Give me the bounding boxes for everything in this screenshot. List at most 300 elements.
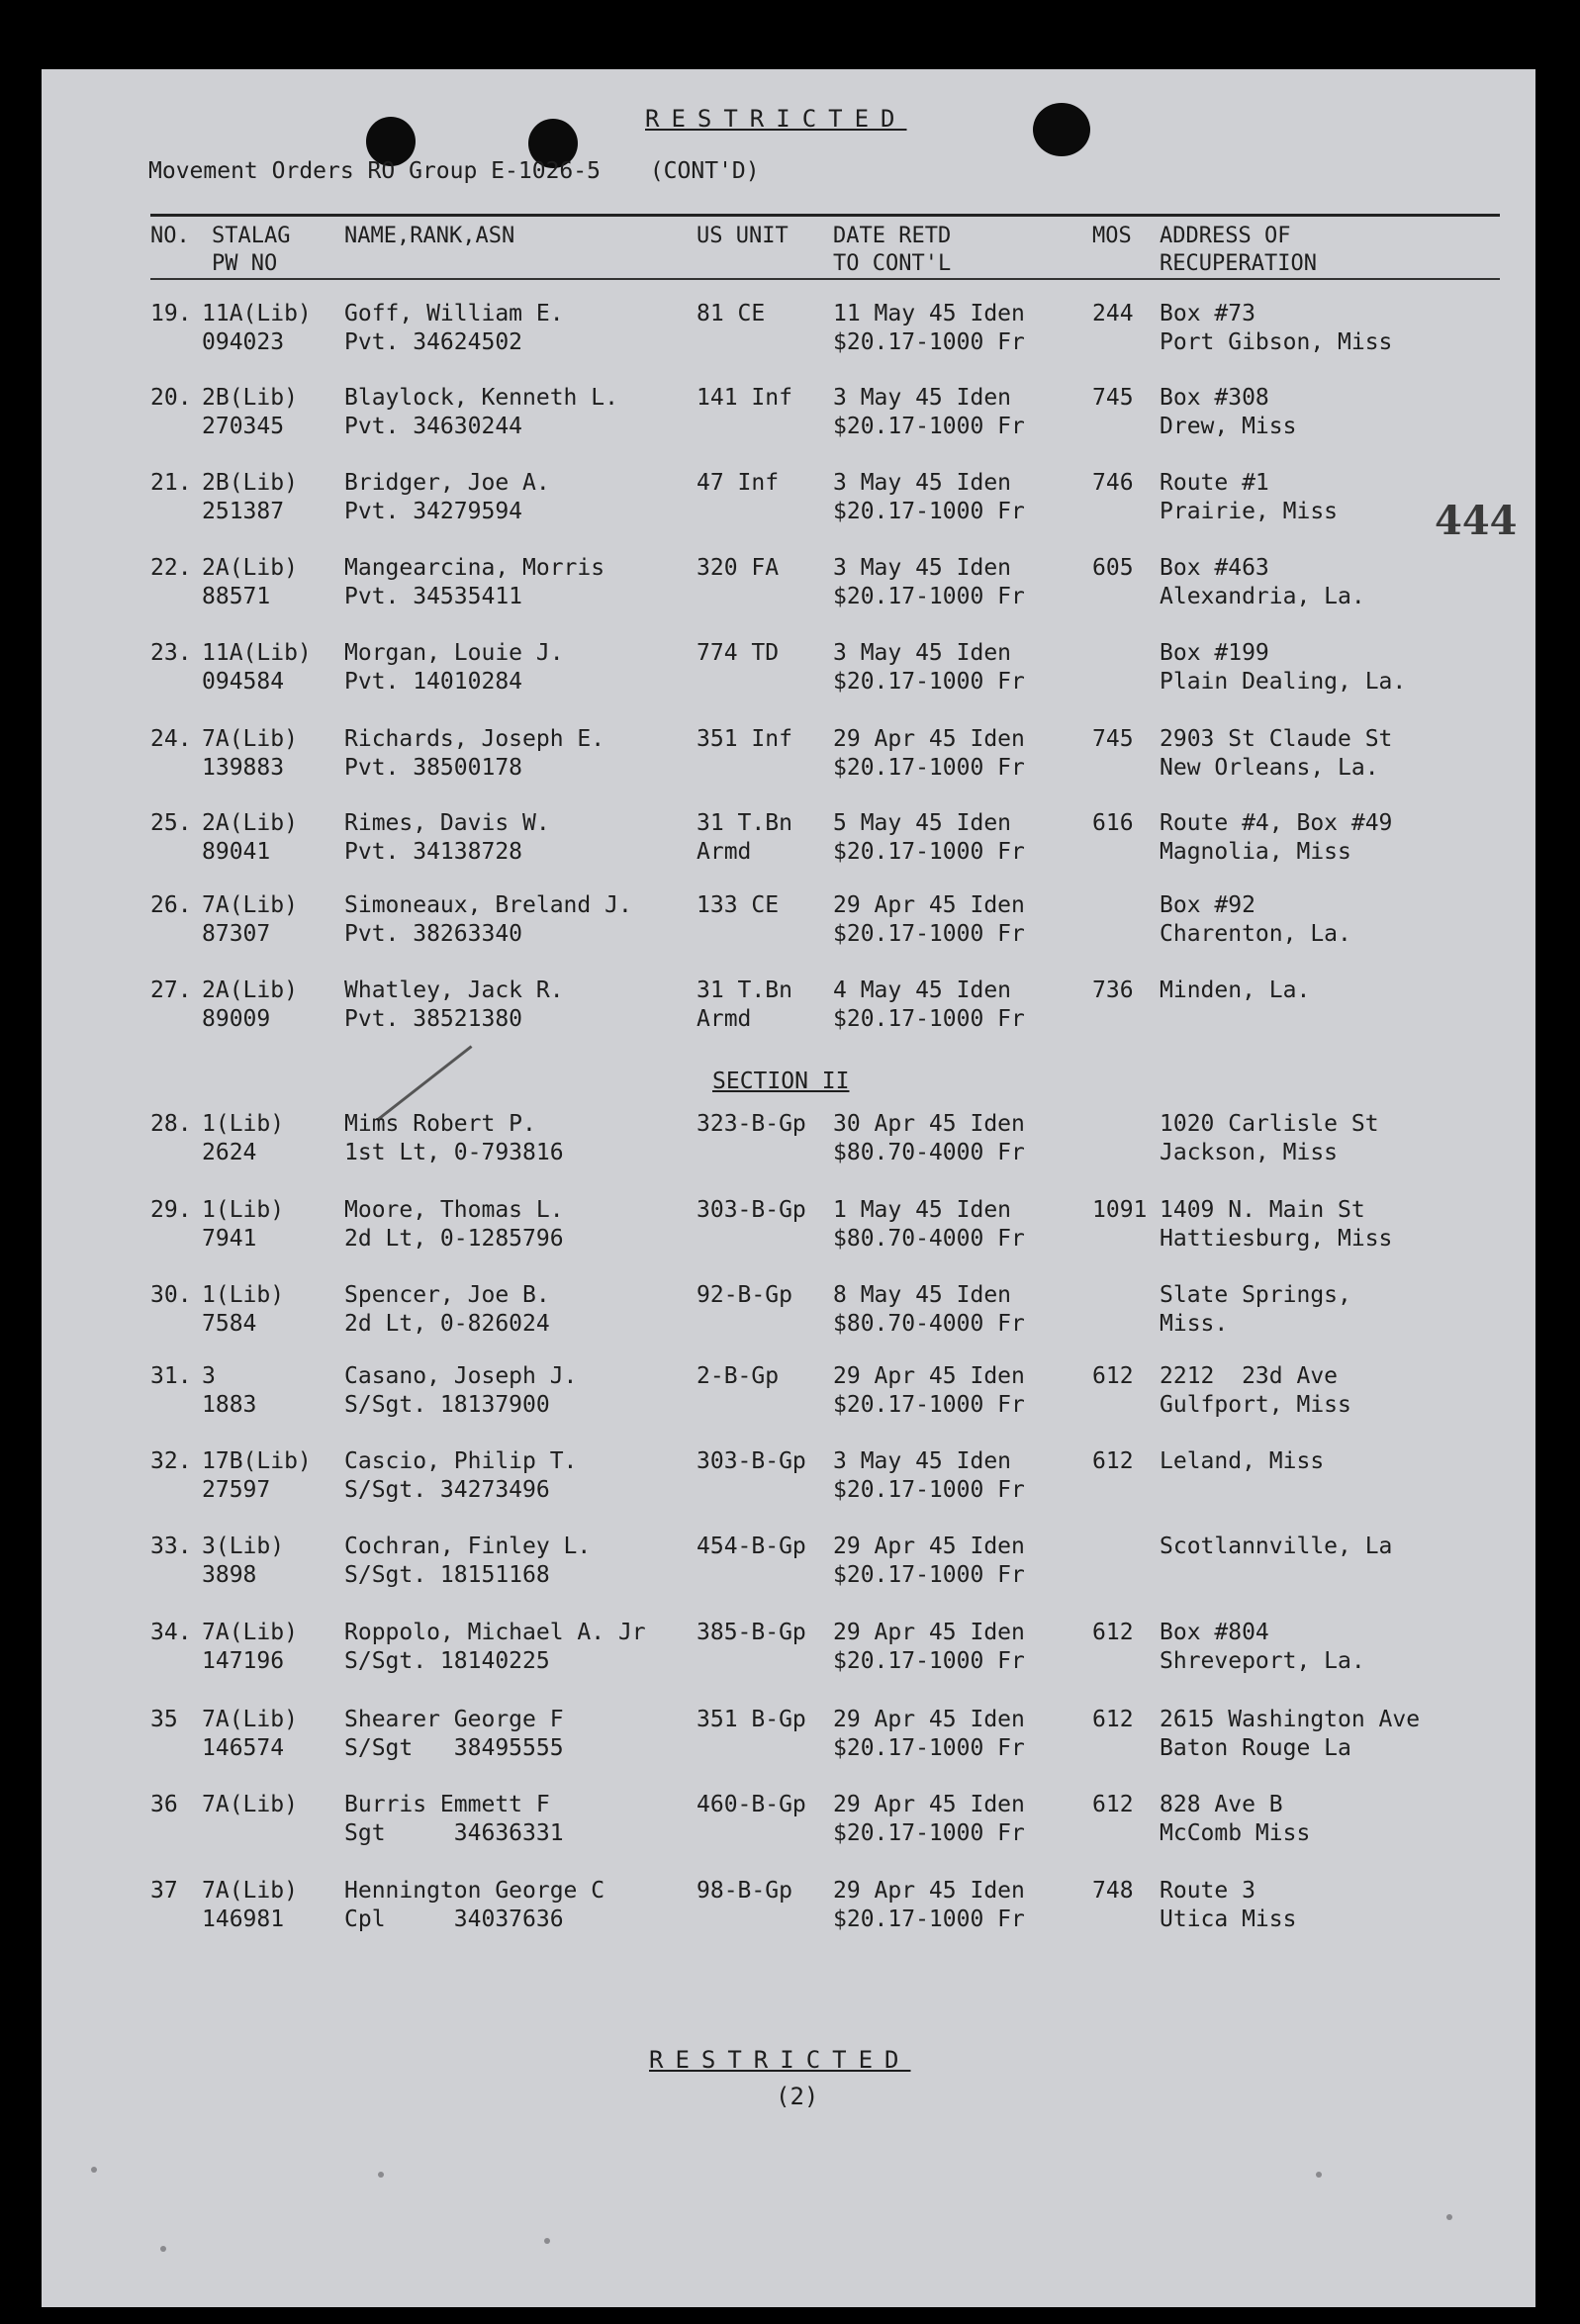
stalag-line: 7A(Lib) <box>202 1878 298 1904</box>
mos-line: 612 <box>1092 1363 1134 1389</box>
stalag-line: 1(Lib) <box>202 1111 285 1137</box>
table-row <box>150 1362 1516 1424</box>
us-unit-cell <box>697 891 835 920</box>
stalag-cell <box>202 1447 340 1505</box>
us-unit-cell <box>697 1533 835 1561</box>
stalag-line: 1(Lib) <box>202 1197 285 1223</box>
address-cell <box>1160 1110 1496 1167</box>
name-rank-asn-line: Blaylock, Kenneth L. <box>344 385 618 411</box>
stalag-cell <box>202 1877 340 1934</box>
mos-line: 1091 <box>1092 1197 1148 1223</box>
paper-spot <box>1316 2172 1322 2178</box>
name-rank-asn-cell <box>344 300 671 357</box>
date-returned-cell <box>833 469 1090 526</box>
name-rank-asn-line-2: S/Sgt. 18151168 <box>344 1562 550 1588</box>
restricted-footer: RESTRICTED <box>649 2046 911 2074</box>
us-unit-line: 31 T.Bn <box>697 977 792 1003</box>
stalag-line: 2B(Lib) <box>202 385 298 411</box>
date-returned-line-2: $20.17-1000 Fr <box>833 1562 1025 1588</box>
address-line: Minden, La. <box>1160 977 1311 1003</box>
address-line-2: Drew, Miss <box>1160 414 1297 439</box>
us-unit-line: 98-B-Gp <box>697 1878 792 1904</box>
us-unit-cell <box>697 809 835 867</box>
mos-line: 612 <box>1092 1707 1134 1732</box>
row-number-cell <box>150 300 200 328</box>
stalag-line: 7A(Lib) <box>202 1792 298 1817</box>
address-line-2: Alexandria, La. <box>1160 584 1365 609</box>
date-returned-cell <box>833 554 1090 611</box>
name-rank-asn-line: Burris Emmett F <box>344 1792 550 1817</box>
col-stalag <box>212 223 290 278</box>
row-number-line: 20. <box>150 385 192 411</box>
us-unit-cell <box>697 1877 835 1906</box>
name-rank-asn-cell <box>344 384 671 441</box>
row-number-line: 21. <box>150 470 192 496</box>
us-unit-cell <box>697 725 835 754</box>
date-returned-cell <box>833 1706 1090 1763</box>
name-rank-asn-line: Rimes, Davis W. <box>344 810 550 836</box>
address-line: Box #73 <box>1160 301 1255 326</box>
punch-hole <box>1033 103 1090 156</box>
date-returned-line-2: $20.17-1000 Fr <box>833 1820 1025 1846</box>
stalag-cell <box>202 1706 340 1763</box>
address-line-2: Plain Dealing, La. <box>1160 669 1407 695</box>
stalag-line-2: 270345 <box>202 414 285 439</box>
name-rank-asn-cell <box>344 1196 671 1254</box>
name-rank-asn-cell <box>344 1281 671 1339</box>
row-number-cell <box>150 639 200 668</box>
name-rank-asn-line: Bridger, Joe A. <box>344 470 550 496</box>
mos-cell <box>1092 1196 1152 1225</box>
date-returned-line-2: $20.17-1000 Fr <box>833 499 1025 524</box>
stalag-cell <box>202 1619 340 1676</box>
address-cell <box>1160 976 1496 1005</box>
mos-line: 745 <box>1092 385 1134 411</box>
mos-line: 736 <box>1092 977 1134 1003</box>
row-number-line: 25. <box>150 810 192 836</box>
row-number-line: 35 <box>150 1707 178 1732</box>
mos-cell <box>1092 469 1152 498</box>
date-returned-line-2: $20.17-1000 Fr <box>833 839 1025 865</box>
address-line: 2615 Washington Ave <box>1160 1707 1421 1732</box>
date-returned-cell <box>833 1877 1090 1934</box>
address-cell <box>1160 891 1496 949</box>
row-number-cell <box>150 1362 200 1391</box>
name-rank-asn-line: Cascio, Philip T. <box>344 1448 578 1474</box>
table-row <box>150 300 1516 361</box>
date-returned-line: 30 Apr 45 Iden <box>833 1111 1025 1137</box>
row-number-line: 29. <box>150 1197 192 1223</box>
stalag-line: 7A(Lib) <box>202 892 298 918</box>
address-line: Box #199 <box>1160 640 1269 666</box>
name-rank-asn-line-2: Pvt. 38500178 <box>344 755 523 781</box>
table-header <box>150 214 1500 280</box>
date-returned-line-2: $20.17-1000 Fr <box>833 755 1025 781</box>
name-rank-asn-line: Whatley, Jack R. <box>344 977 564 1003</box>
table-row <box>150 976 1516 1038</box>
address-line: Box #463 <box>1160 555 1269 581</box>
us-unit-cell <box>697 469 835 498</box>
mos-cell <box>1092 809 1152 838</box>
address-cell <box>1160 809 1496 867</box>
us-unit-line: 323-B-Gp <box>697 1111 806 1137</box>
date-returned-cell <box>833 809 1090 867</box>
address-line: Box #92 <box>1160 892 1255 918</box>
stalag-cell <box>202 725 340 783</box>
table-row <box>150 809 1516 871</box>
stalag-line: 11A(Lib) <box>202 640 312 666</box>
table-row <box>150 1281 1516 1343</box>
address-line: 828 Ave B <box>1160 1792 1283 1817</box>
date-returned-line: 29 Apr 45 Iden <box>833 892 1025 918</box>
row-number-cell <box>150 725 200 754</box>
us-unit-line-2: Armd <box>697 1006 752 1032</box>
date-returned-line: 8 May 45 Iden <box>833 1282 1012 1308</box>
address-line-2: Jackson, Miss <box>1160 1140 1339 1165</box>
row-number-cell <box>150 976 200 1005</box>
address-line: Slate Springs, <box>1160 1282 1351 1308</box>
name-rank-asn-line: Spencer, Joe B. <box>344 1282 550 1308</box>
paper-spot <box>91 2167 97 2173</box>
stalag-line-2: 251387 <box>202 499 285 524</box>
address-cell <box>1160 300 1496 357</box>
name-rank-asn-cell <box>344 1619 671 1676</box>
date-returned-line: 29 Apr 45 Iden <box>833 1620 1025 1645</box>
document-title: Movement Orders RO Group E-1026-5 <box>148 158 601 184</box>
date-returned-line: 3 May 45 Iden <box>833 385 1012 411</box>
mos-cell <box>1092 300 1152 328</box>
handwritten-page-number: 444 <box>1435 498 1518 544</box>
stalag-line-2: 146574 <box>202 1735 285 1761</box>
us-unit-line: 454-B-Gp <box>697 1534 806 1559</box>
stalag-cell <box>202 1110 340 1167</box>
date-returned-cell <box>833 1196 1090 1254</box>
stalag-line-2: 88571 <box>202 584 271 609</box>
row-number-line: 27. <box>150 977 192 1003</box>
mos-line: 745 <box>1092 726 1134 752</box>
us-unit-line: 320 FA <box>697 555 780 581</box>
address-line: Box #804 <box>1160 1620 1269 1645</box>
date-returned-cell <box>833 1362 1090 1420</box>
us-unit-cell <box>697 1791 835 1819</box>
stalag-line-2: 89041 <box>202 839 271 865</box>
date-returned-line-2: $20.17-1000 Fr <box>833 329 1025 355</box>
table-row <box>150 891 1516 953</box>
date-returned-line-2: $20.17-1000 Fr <box>833 1392 1025 1418</box>
address-cell <box>1160 1619 1496 1676</box>
row-number-cell <box>150 1281 200 1310</box>
col-unit: US UNIT <box>697 224 789 248</box>
address-cell <box>1160 1196 1496 1254</box>
address-line: Route 3 <box>1160 1878 1255 1904</box>
us-unit-line: 303-B-Gp <box>697 1197 806 1223</box>
mos-cell <box>1092 976 1152 1005</box>
address-line: Box #308 <box>1160 385 1269 411</box>
name-rank-asn-cell <box>344 1362 671 1420</box>
row-number-cell <box>150 1619 200 1647</box>
mos-cell <box>1092 725 1152 754</box>
stalag-line-2: 094584 <box>202 669 285 695</box>
name-rank-asn-line-2: Sgt 34636331 <box>344 1820 564 1846</box>
name-rank-asn-line-2: Pvt. 14010284 <box>344 669 523 695</box>
date-returned-line: 3 May 45 Iden <box>833 555 1012 581</box>
name-rank-asn-cell <box>344 976 671 1034</box>
us-unit-line: 133 CE <box>697 892 780 918</box>
us-unit-line: 303-B-Gp <box>697 1448 806 1474</box>
date-returned-line-2: $20.17-1000 Fr <box>833 1906 1025 1932</box>
name-rank-asn-line: Richards, Joseph E. <box>344 726 605 752</box>
row-number-cell <box>150 1791 200 1819</box>
name-rank-asn-line-2: Pvt. 38521380 <box>344 1006 523 1032</box>
address-cell <box>1160 1362 1496 1420</box>
col-address-label-2: RECUPERATION <box>1160 251 1317 276</box>
name-rank-asn-line-2: Pvt. 34630244 <box>344 414 523 439</box>
date-returned-line: 29 Apr 45 Iden <box>833 726 1025 752</box>
us-unit-cell <box>697 554 835 583</box>
paper-spot <box>1446 2214 1452 2220</box>
us-unit-line: 351 B-Gp <box>697 1707 806 1732</box>
stalag-cell <box>202 891 340 949</box>
date-returned-cell <box>833 1110 1090 1167</box>
row-number-line: 26. <box>150 892 192 918</box>
page-number: (2) <box>776 2083 819 2110</box>
table-row <box>150 469 1516 530</box>
row-number-line: 28. <box>150 1111 192 1137</box>
address-cell <box>1160 1447 1496 1476</box>
us-unit-cell <box>697 1706 835 1734</box>
name-rank-asn-cell <box>344 1791 671 1848</box>
stalag-line: 2A(Lib) <box>202 555 298 581</box>
name-rank-asn-cell <box>344 891 671 949</box>
date-returned-line-2: $20.17-1000 Fr <box>833 414 1025 439</box>
stalag-line: 3(Lib) <box>202 1534 285 1559</box>
table-row <box>150 725 1516 787</box>
stalag-line-2: 3898 <box>202 1562 257 1588</box>
us-unit-line: 385-B-Gp <box>697 1620 806 1645</box>
stalag-line: 2A(Lib) <box>202 810 298 836</box>
date-returned-line: 29 Apr 45 Iden <box>833 1707 1025 1732</box>
row-number-line: 36 <box>150 1792 178 1817</box>
date-returned-line: 11 May 45 Iden <box>833 301 1025 326</box>
mos-cell <box>1092 1877 1152 1906</box>
col-stalag-label: STALAG <box>212 224 291 248</box>
name-rank-asn-line-2: Cpl 34037636 <box>344 1906 564 1932</box>
name-rank-asn-line-2: Pvt. 34138728 <box>344 839 523 865</box>
name-rank-asn-cell <box>344 809 671 867</box>
address-cell <box>1160 384 1496 441</box>
address-line-2: Miss. <box>1160 1311 1229 1337</box>
date-returned-line: 5 May 45 Iden <box>833 810 1012 836</box>
name-rank-asn-line: Mangearcina, Morris <box>344 555 605 581</box>
name-rank-asn-line-2: S/Sgt. 18137900 <box>344 1392 550 1418</box>
name-rank-asn-line: Roppolo, Michael A. Jr <box>344 1620 646 1645</box>
name-rank-asn-line: Goff, William E. <box>344 301 564 326</box>
row-number-line: 33. <box>150 1534 192 1559</box>
address-line-2: Baton Rouge La <box>1160 1735 1351 1761</box>
name-rank-asn-line: Shearer George F <box>344 1707 564 1732</box>
date-returned-cell <box>833 1619 1090 1676</box>
us-unit-line: 81 CE <box>697 301 766 326</box>
paper-spot <box>160 2246 166 2252</box>
date-returned-cell <box>833 725 1090 783</box>
us-unit-cell <box>697 300 835 328</box>
stalag-cell <box>202 1533 340 1590</box>
name-rank-asn-cell <box>344 469 671 526</box>
name-rank-asn-line-2: Pvt. 34279594 <box>344 499 523 524</box>
date-returned-cell <box>833 639 1090 697</box>
name-rank-asn-cell <box>344 1447 671 1505</box>
date-returned-cell <box>833 1791 1090 1848</box>
continued-label: (CONT'D) <box>649 158 760 184</box>
us-unit-cell <box>697 1362 835 1391</box>
table-row <box>150 384 1516 445</box>
address-cell <box>1160 1706 1496 1763</box>
row-number-line: 24. <box>150 726 192 752</box>
row-number-line: 30. <box>150 1282 192 1308</box>
address-line-2: Shreveport, La. <box>1160 1648 1365 1674</box>
name-rank-asn-line-2: 1st Lt, 0-793816 <box>344 1140 564 1165</box>
mos-cell <box>1092 1706 1152 1734</box>
row-number-cell <box>150 1447 200 1476</box>
stalag-line-2: 87307 <box>202 921 271 947</box>
address-cell <box>1160 1877 1496 1934</box>
us-unit-cell <box>697 1110 835 1139</box>
date-returned-cell <box>833 384 1090 441</box>
us-unit-cell <box>697 384 835 413</box>
stalag-cell <box>202 1362 340 1420</box>
stalag-line-2: 7941 <box>202 1226 257 1252</box>
stalag-line: 7A(Lib) <box>202 726 298 752</box>
address-cell <box>1160 639 1496 697</box>
section-heading: SECTION II <box>712 1069 850 1094</box>
us-unit-line: 141 Inf <box>697 385 792 411</box>
date-returned-line-2: $80.70-4000 Fr <box>833 1311 1025 1337</box>
stalag-cell <box>202 1196 340 1254</box>
us-unit-cell <box>697 1196 835 1225</box>
us-unit-line: 2-B-Gp <box>697 1363 780 1389</box>
col-mos: MOS <box>1092 224 1132 248</box>
address-line-2: Prairie, Miss <box>1160 499 1339 524</box>
us-unit-line: 31 T.Bn <box>697 810 792 836</box>
stalag-line-2: 27597 <box>202 1477 271 1503</box>
stalag-cell <box>202 639 340 697</box>
document-page <box>42 69 1535 2307</box>
address-cell <box>1160 725 1496 783</box>
us-unit-line: 92-B-Gp <box>697 1282 792 1308</box>
address-cell <box>1160 1791 1496 1848</box>
address-line-2: Hattiesburg, Miss <box>1160 1226 1393 1252</box>
date-returned-cell <box>833 1533 1090 1590</box>
stalag-line-2: 147196 <box>202 1648 285 1674</box>
mos-line: 748 <box>1092 1878 1134 1904</box>
col-date <box>833 223 951 278</box>
stalag-cell <box>202 1281 340 1339</box>
stalag-line: 11A(Lib) <box>202 301 312 326</box>
name-rank-asn-line-2: 2d Lt, 0-826024 <box>344 1311 550 1337</box>
date-returned-line-2: $80.70-4000 Fr <box>833 1226 1025 1252</box>
mos-cell <box>1092 1362 1152 1391</box>
us-unit-line: 774 TD <box>697 640 780 666</box>
stalag-line-2: 89009 <box>202 1006 271 1032</box>
address-cell <box>1160 1281 1496 1339</box>
name-rank-asn-line: Casano, Joseph J. <box>344 1363 578 1389</box>
col-name: NAME,RANK,ASN <box>344 224 515 248</box>
table-row <box>150 1791 1516 1852</box>
address-line-2: Magnolia, Miss <box>1160 839 1351 865</box>
date-returned-line-2: $20.17-1000 Fr <box>833 1735 1025 1761</box>
stalag-cell <box>202 469 340 526</box>
name-rank-asn-line-2: Pvt. 38263340 <box>344 921 523 947</box>
col-address-label: ADDRESS OF <box>1160 224 1291 248</box>
name-rank-asn-line: Simoneaux, Breland J. <box>344 892 632 918</box>
row-number-cell <box>150 1110 200 1139</box>
us-unit-cell <box>697 976 835 1034</box>
name-rank-asn-line: Morgan, Louie J. <box>344 640 564 666</box>
row-number-cell <box>150 469 200 498</box>
name-rank-asn-line: Cochran, Finley L. <box>344 1534 592 1559</box>
address-line: Route #1 <box>1160 470 1269 496</box>
mos-cell <box>1092 554 1152 583</box>
stalag-line-2: 2624 <box>202 1140 257 1165</box>
date-returned-cell <box>833 1447 1090 1505</box>
address-cell <box>1160 1533 1496 1561</box>
address-cell <box>1160 554 1496 611</box>
row-number-cell <box>150 554 200 583</box>
stalag-line: 2B(Lib) <box>202 470 298 496</box>
date-returned-cell <box>833 1281 1090 1339</box>
stalag-line-2: 7584 <box>202 1311 257 1337</box>
col-date-label: DATE RETD <box>833 224 952 248</box>
date-returned-line-2: $20.17-1000 Fr <box>833 1477 1025 1503</box>
name-rank-asn-line-2: Pvt. 34624502 <box>344 329 523 355</box>
us-unit-line: 47 Inf <box>697 470 780 496</box>
col-no: NO. <box>150 224 190 248</box>
paper-spot <box>544 2238 550 2244</box>
table-row <box>150 554 1516 615</box>
mos-line: 605 <box>1092 555 1134 581</box>
row-number-line: 31. <box>150 1363 192 1389</box>
col-date-label-2: TO CONT'L <box>833 251 952 276</box>
name-rank-asn-line: Hennington George C <box>344 1878 605 1904</box>
address-line-2: Utica Miss <box>1160 1906 1297 1932</box>
date-returned-cell <box>833 891 1090 949</box>
stalag-cell <box>202 554 340 611</box>
date-returned-line-2: $20.17-1000 Fr <box>833 1648 1025 1674</box>
stalag-cell <box>202 976 340 1034</box>
name-rank-asn-cell <box>344 1533 671 1590</box>
table-row <box>150 1706 1516 1767</box>
name-rank-asn-line-2: Pvt. 34535411 <box>344 584 523 609</box>
stalag-line: 7A(Lib) <box>202 1707 298 1732</box>
date-returned-line-2: $20.17-1000 Fr <box>833 584 1025 609</box>
address-line-2: Port Gibson, Miss <box>1160 329 1393 355</box>
address-cell <box>1160 469 1496 526</box>
date-returned-line: 4 May 45 Iden <box>833 977 1012 1003</box>
name-rank-asn-cell <box>344 725 671 783</box>
row-number-line: 23. <box>150 640 192 666</box>
row-number-line: 34. <box>150 1620 192 1645</box>
row-number-line: 32. <box>150 1448 192 1474</box>
name-rank-asn-cell <box>344 1110 671 1167</box>
stalag-line: 2A(Lib) <box>202 977 298 1003</box>
date-returned-line: 29 Apr 45 Iden <box>833 1792 1025 1817</box>
col-address <box>1160 223 1317 278</box>
mos-cell <box>1092 384 1152 413</box>
row-number-cell <box>150 1196 200 1225</box>
name-rank-asn-cell <box>344 1706 671 1763</box>
us-unit-line: 351 Inf <box>697 726 792 752</box>
row-number-cell <box>150 1706 200 1734</box>
